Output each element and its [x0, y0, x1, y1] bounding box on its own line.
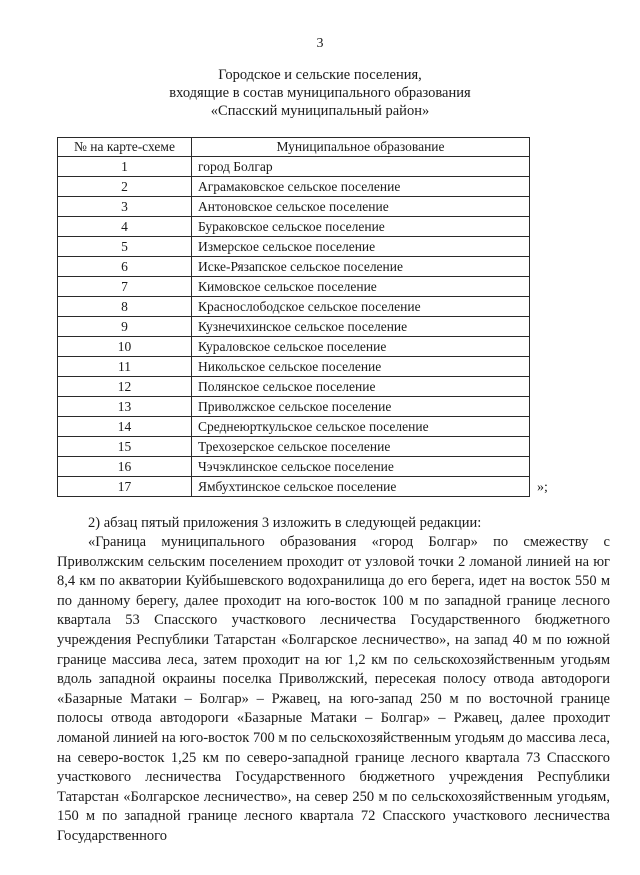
row-map-number: 12 — [58, 377, 192, 397]
row-municipality-name: Полянское сельское поселение — [192, 377, 530, 397]
row-map-number: 17 — [58, 477, 192, 497]
row-map-number: 11 — [58, 357, 192, 377]
table-row — [58, 357, 530, 377]
table-row — [58, 377, 530, 397]
table-row — [58, 457, 530, 477]
row-map-number: 9 — [58, 317, 192, 337]
row-map-number: 14 — [58, 417, 192, 437]
table-row — [58, 317, 530, 337]
settlements-table — [57, 137, 530, 497]
document-heading — [0, 66, 640, 120]
heading-line-2: входящие в состав муниципального образования — [169, 85, 471, 101]
row-map-number: 2 — [58, 177, 192, 197]
row-municipality-name: Измерское сельское поселение — [192, 237, 530, 257]
page-number: 3 — [316, 36, 324, 51]
table-row — [58, 177, 530, 197]
row-municipality-name: Бураковское сельское поселение — [192, 217, 530, 237]
amendment-text: 2) абзац пятый приложения 3 изложить в следующей редакции: — [88, 515, 482, 531]
row-map-number: 8 — [58, 297, 192, 317]
header-map-number: № на карте-схеме — [58, 138, 192, 157]
row-municipality-name: Кузнечихинское сельское поселение — [192, 317, 530, 337]
table-row — [58, 397, 530, 417]
table-body — [58, 157, 530, 497]
table-row — [58, 157, 530, 177]
row-municipality-name: Приволжское сельское поселение — [192, 397, 530, 417]
row-municipality-name: Кимовское сельское поселение — [192, 277, 530, 297]
row-municipality-name: Кураловское сельское поселение — [192, 337, 530, 357]
row-map-number: 16 — [58, 457, 192, 477]
row-municipality-name: город Болгар — [192, 157, 530, 177]
row-municipality-name: Трехозерское сельское поселение — [192, 437, 530, 457]
row-map-number: 1 — [58, 157, 192, 177]
table-row — [58, 337, 530, 357]
table-row — [58, 477, 530, 497]
table-header-row — [58, 138, 530, 157]
table-row — [58, 197, 530, 217]
row-municipality-name: Чэчэклинское сельское поселение — [192, 457, 530, 477]
row-municipality-name: Аграмаковское сельское поселение — [192, 177, 530, 197]
table-row — [58, 277, 530, 297]
row-map-number: 4 — [58, 217, 192, 237]
body-paragraph: «Граница муниципального образования «город Болгар» по смежеству с Приволжским сельским поселением проходит от узловой точки 2 ломаной линией на юг 8,4 км по акватории Куйбышевского водохранилища до его берега, идет на восток 550 м по данному берегу, далее проходит на юго-восток 100 м по западной границе лесного квартала 53 Спасского участкового лесничества Государственного бюджетного учреждения Республики Татарстан «Болгарское лесничество», на запад 40 м по южной границе массива леса, затем проходит на юг 1,2 км по сельскохозяйственным угодьям вдоль западной окраины поселка Приволжский, пересекая полосу отвода автодороги «Базарные Матаки – Болгар» – Ржавец, на юго-запад 250 м по восточной границе полосы отвода автодороги «Базарные Матаки – Болгар» – Ржавец, далее проходит ломаной линией на юго-восток 700 м по сельскохозяйственным угодьям до массива леса, на северо-восток 1,25 км по северо-западной границе лесного квартала 73 Спасского участкового лесничества Государственного бюджетного учреждения Республики Татарстан «Болгарское лесничество», на север 250 м по сельскохозяйственным угодьям, 150 м по западной границе лесного квартала 72 Спасского участкового лесничества Государственного — [57, 534, 610, 844]
table-row — [58, 417, 530, 437]
table-row — [58, 297, 530, 317]
row-map-number: 3 — [58, 197, 192, 217]
row-map-number: 15 — [58, 437, 192, 457]
table-row — [58, 217, 530, 237]
table-closing-mark: »; — [537, 480, 548, 495]
row-map-number: 10 — [58, 337, 192, 357]
row-map-number: 5 — [58, 237, 192, 257]
table-row — [58, 237, 530, 257]
row-municipality-name: Антоновское сельское поселение — [192, 197, 530, 217]
row-municipality-name: Никольское сельское поселение — [192, 357, 530, 377]
header-municipality: Муниципальное образование — [192, 138, 530, 157]
row-map-number: 13 — [58, 397, 192, 417]
table-row — [58, 437, 530, 457]
heading-line-3: «Спасский муниципальный район» — [210, 103, 430, 119]
row-municipality-name: Среднеюрткульское сельское поселение — [192, 417, 530, 437]
row-municipality-name: Краснослободское сельское поселение — [192, 297, 530, 317]
row-map-number: 7 — [58, 277, 192, 297]
row-municipality-name: Ямбухтинское сельское поселение — [192, 477, 530, 497]
row-municipality-name: Иске-Рязапское сельское поселение — [192, 257, 530, 277]
row-map-number: 6 — [58, 257, 192, 277]
heading-line-1: Городское и сельские поселения, — [218, 67, 422, 83]
table-row — [58, 257, 530, 277]
